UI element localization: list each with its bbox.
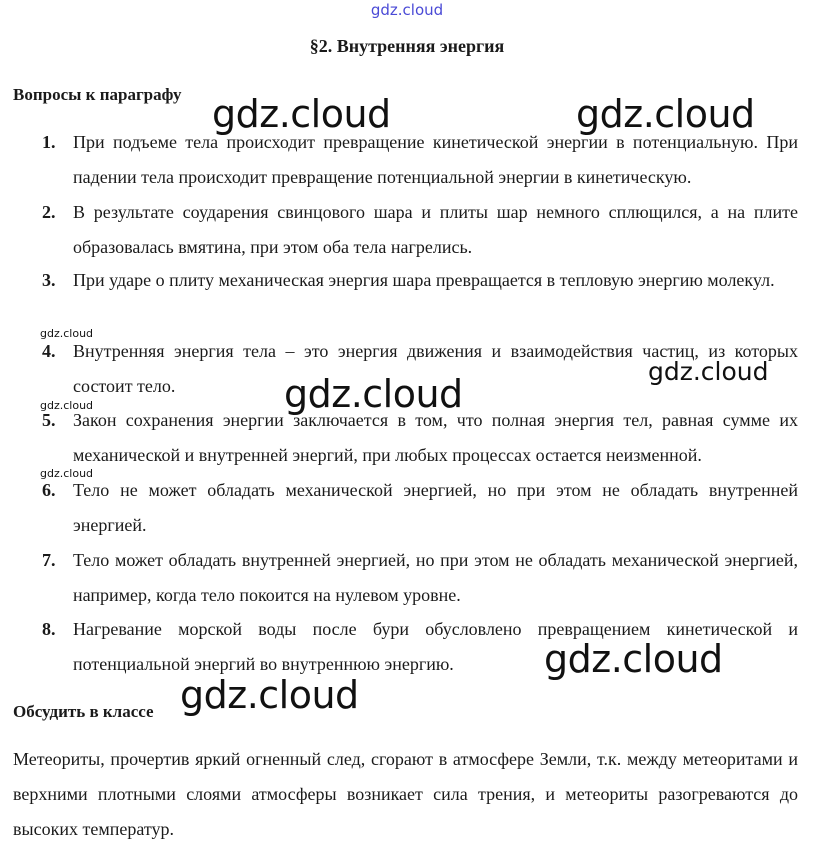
question-number: 7. [42, 550, 56, 570]
watermark: gdz.cloud [544, 637, 723, 681]
question-text: В результате соударения свинцового шара и плиты шар немного сплющился, а на плите образовалась вмятина, при этом оба тела нагрелись. [73, 202, 798, 257]
watermark: gdz.cloud [648, 357, 769, 386]
question-number: 8. [42, 619, 56, 639]
section-heading-questions: Вопросы к параграфу [13, 85, 182, 104]
watermark: gdz.cloud [212, 92, 391, 136]
question-text: Тело не может обладать механической энергией, но при этом не обладать внутренней энергией. [73, 480, 798, 535]
watermark: gdz.cloud [576, 92, 755, 136]
question-number: 3. [42, 270, 56, 290]
question-text: При ударе о плиту механическая энергия шара превращается в тепловую энергию молекул. [73, 270, 775, 290]
watermark-top: gdz.cloud [370, 1, 444, 19]
question-number: 6. [42, 480, 56, 500]
question-text: При подъеме тела происходит превращение кинетической энергии в потенциальную. При падении тела происходит превращение потенциальной энергии в кинетическую. [73, 132, 798, 187]
question-number: 1. [42, 132, 56, 152]
watermark-small: gdz.cloud [40, 399, 94, 412]
question-text: Тело может обладать внутренней энергией, но при этом не обладать механической энергией, например, когда тело покоится на нулевом уровне. [73, 550, 798, 605]
question-text: Закон сохранения энергии заключается в том, что полная энергия тел, равная сумме их механической и внутренней энергий, при любых процессах остается неизменной. [73, 410, 798, 465]
watermark-small: gdz.cloud [40, 327, 94, 340]
question-number: 5. [42, 410, 56, 430]
watermark: gdz.cloud [180, 673, 359, 717]
question-number: 2. [42, 202, 56, 222]
discuss-paragraph: Метеориты, прочертив яркий огненный след, сгорают в атмосфере Земли, т.к. между метеоритами и верхними плотными слоями атмосферы возникает сила трения, и метеориты разогреваются до высоких температур. [13, 749, 798, 839]
question-number: 4. [42, 341, 56, 361]
section-heading-discuss: Обсудить в классе [13, 702, 154, 721]
watermark-small: gdz.cloud [40, 467, 94, 480]
question-text: Внутренняя энергия тела – это энергия движения и взаимодействия частиц, из которых состоит тело. [73, 341, 798, 396]
question-text: Нагревание морской воды после бури обусловлено превращением кинетической и потенциальной энергий во внутреннюю энергию. [73, 619, 798, 674]
watermark: gdz.cloud [284, 372, 463, 416]
page-title: §2. Внутренняя энергия [309, 36, 505, 56]
